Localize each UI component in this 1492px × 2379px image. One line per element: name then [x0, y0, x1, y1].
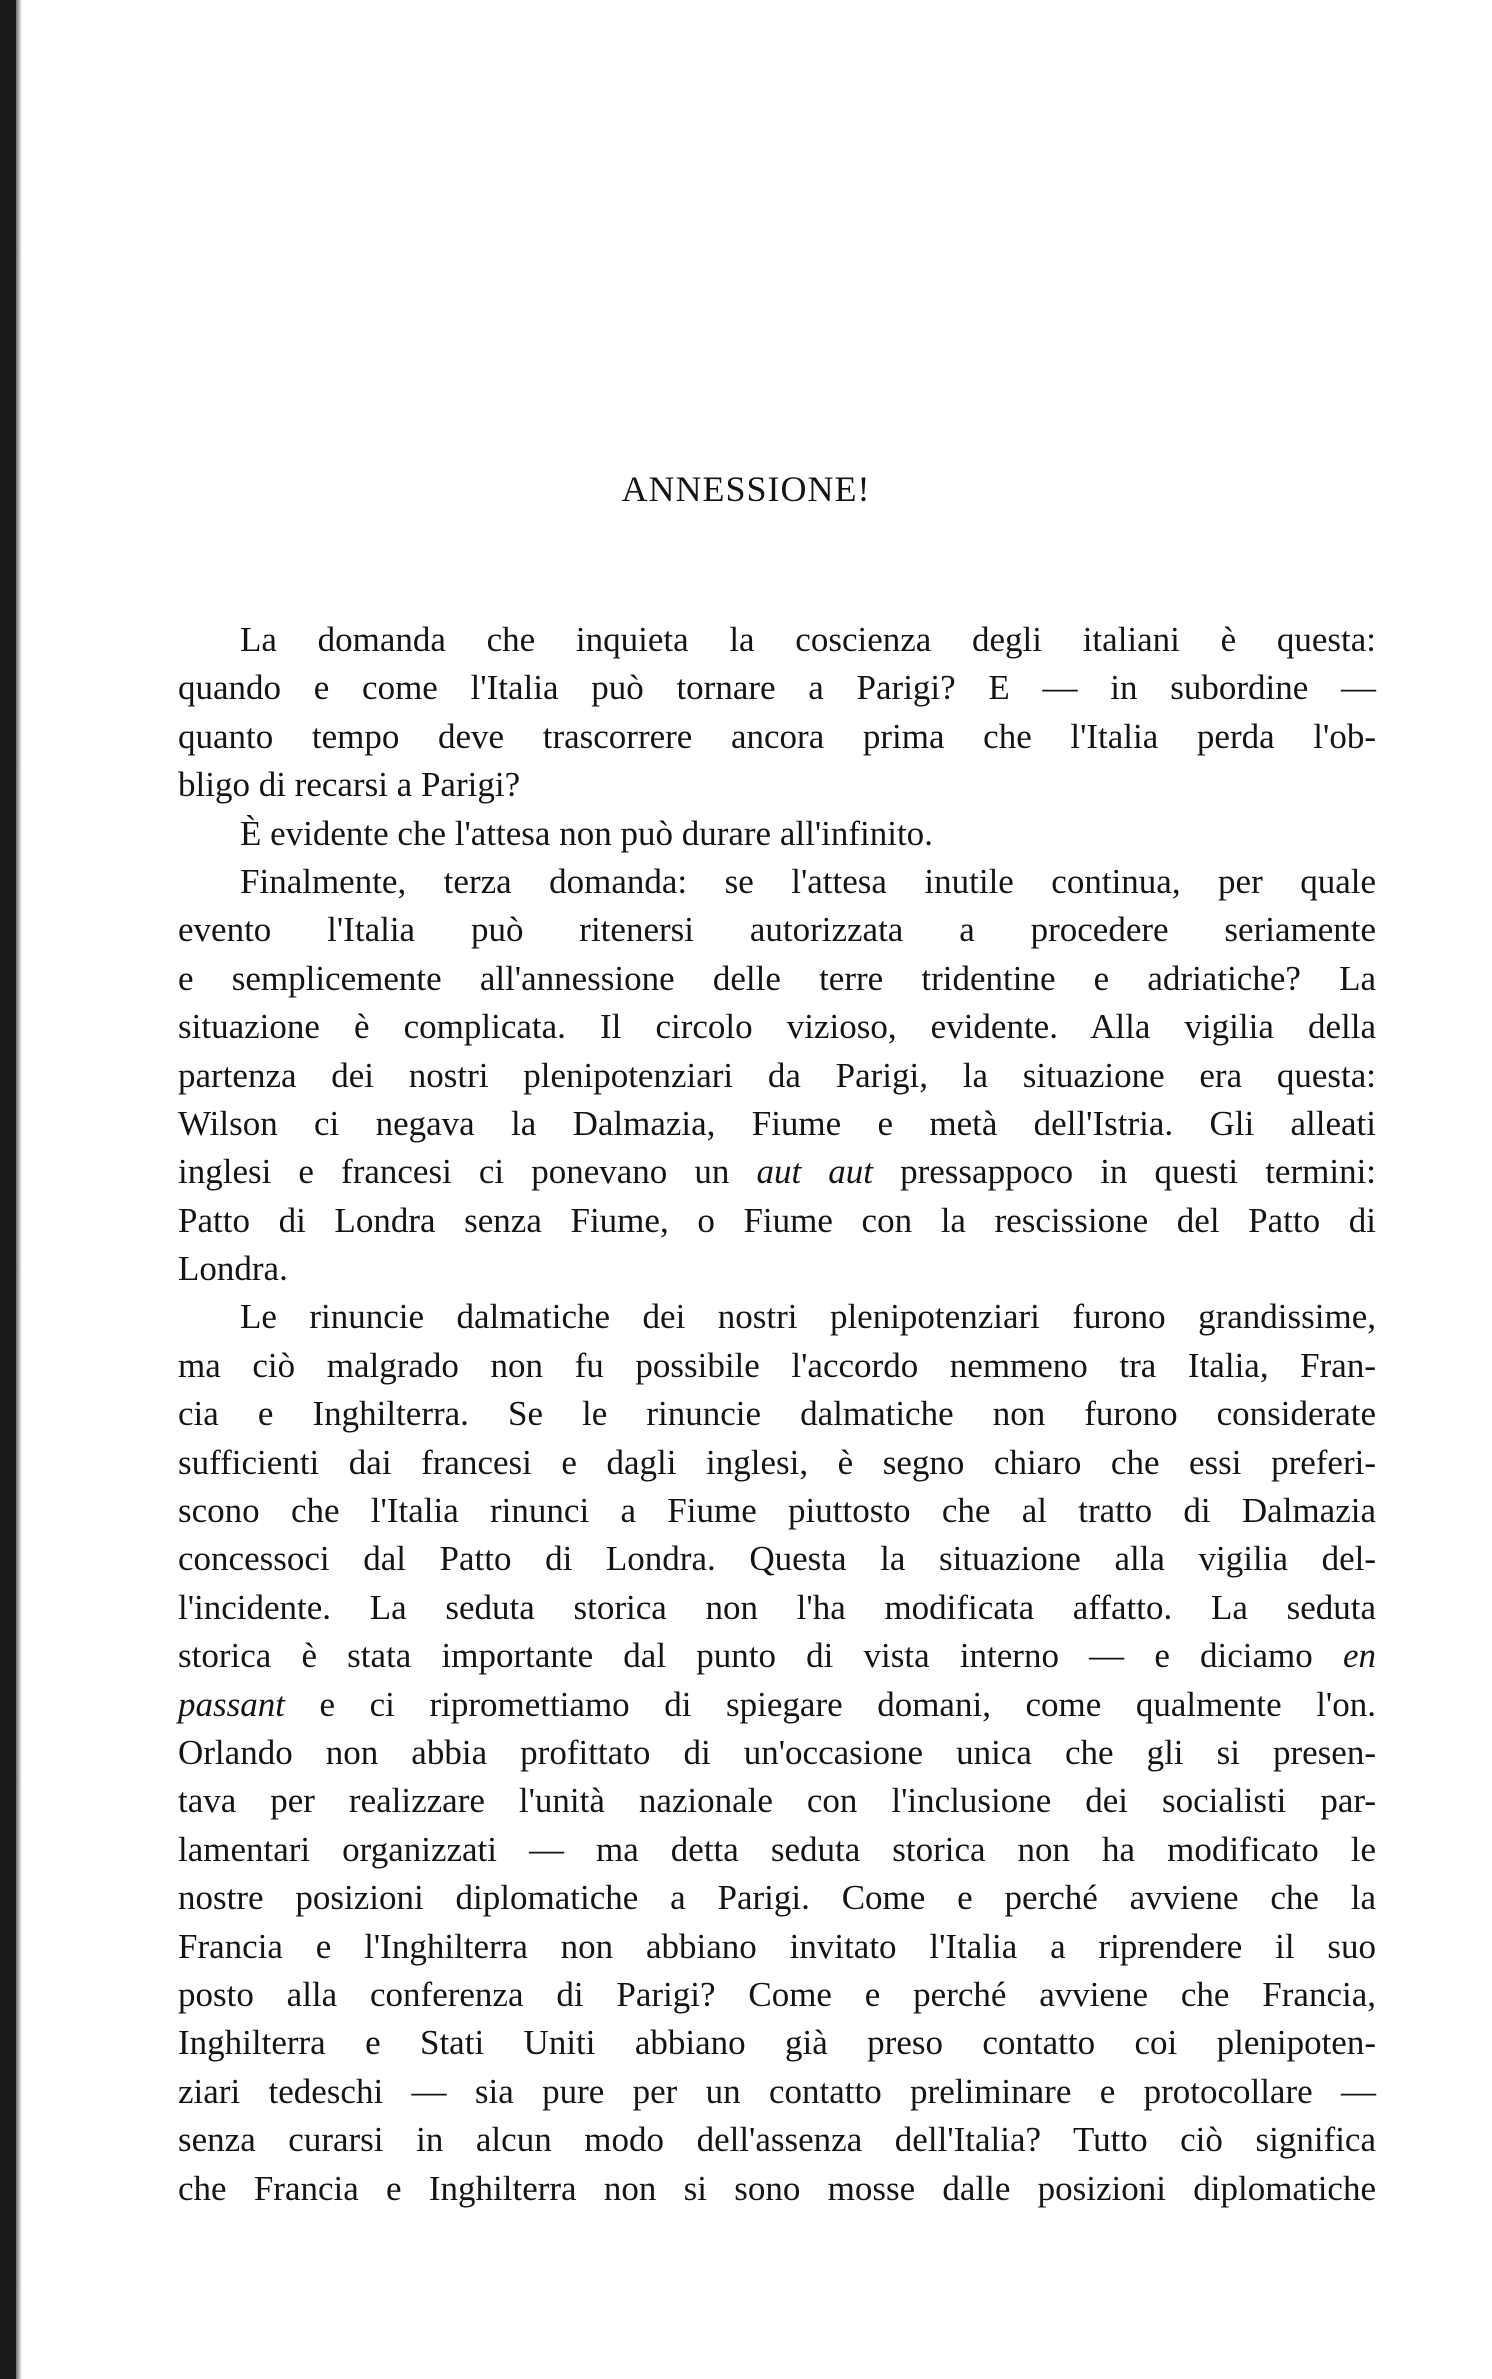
body-text: [178, 616, 1376, 2213]
italic-phrase: aut aut: [756, 1152, 874, 1192]
text-line: evento l'Italia può ritenersi autorizzata a procedere seriamente: [178, 910, 1376, 950]
text-line: e semplicemente all'annessione delle terre tridentine e adriatiche? La: [178, 958, 1376, 998]
text-line: Le rinuncie dalmatiche dei nostri plenipotenziari furono grandissime,: [240, 1297, 1376, 1337]
text-line: [178, 1148, 1376, 1196]
text-line: ma ciò malgrado non fu possibile l'accordo nemmeno tra Italia, Fran-: [178, 1345, 1376, 1385]
text-run: storica è stata importante dal punto di vista interno — e diciamo: [178, 1636, 1343, 1676]
text-line: Finalmente, terza domanda: se l'attesa inutile continua, per quale: [240, 861, 1376, 901]
text-line: Francia e l'Inghilterra non abbiano invitato l'Italia a riprendere il suo: [178, 1926, 1376, 1966]
text-line: Orlando non abbia profittato di un'occasione unica che gli si presen-: [178, 1732, 1376, 1772]
text-line: Londra.: [178, 1249, 288, 1289]
text-line: È evidente che l'attesa non può durare all'infinito.: [240, 813, 933, 853]
text-line: nostre posizioni diplomatiche a Parigi. Come e perché avviene che la: [178, 1878, 1376, 1918]
italic-phrase: en: [1342, 1636, 1376, 1676]
text-line: scono che l'Italia rinunci a Fiume piuttosto che al tratto di Dalmazia: [178, 1491, 1376, 1531]
text-line: bligo di recarsi a Parigi?: [178, 765, 521, 805]
text-line: Patto di Londra senza Fiume, o Fiume con la rescissione del Patto di: [178, 1200, 1376, 1240]
text-line: quanto tempo deve trascorrere ancora prima che l'Italia perda l'ob-: [178, 716, 1376, 756]
text-line: La domanda che inquieta la coscienza degli italiani è questa:: [240, 620, 1376, 659]
text-line: concessoci dal Patto di Londra. Questa la situazione alla vigilia del-: [178, 1539, 1376, 1579]
binding-shadow: [0, 0, 16, 2379]
text-line: ziari tedeschi — sia pure per un contatto preliminare e protocollare —: [178, 2071, 1376, 2111]
text-line: senza curarsi in alcun modo dell'assenza dell'Italia? Tutto ciò significa: [178, 2120, 1376, 2160]
text-line: situazione è complicata. Il circolo vizioso, evidente. Alla vigilia della: [178, 1007, 1376, 1047]
text-line: posto alla conferenza di Parigi? Come e perché avviene che Francia,: [178, 1974, 1376, 2014]
page-title: ANNESSIONE!: [621, 469, 871, 509]
text-line: cia e Inghilterra. Se le rinuncie dalmatiche non furono considerate: [178, 1394, 1376, 1434]
text-line: [178, 1632, 1376, 1680]
text-run: inglesi e francesi ci ponevano un: [178, 1152, 757, 1192]
text-run: e ci ripromettiamo di spiegare domani, come qualmente l'on.: [284, 1684, 1376, 1724]
text-line: che Francia e Inghilterra non si sono mosse dalle posizioni diplomatiche: [178, 2168, 1376, 2208]
text-line: Wilson ci negava la Dalmazia, Fiume e metà dell'Istria. Gli alleati: [178, 1103, 1376, 1143]
text-line: quando e come l'Italia può tornare a Parigi? E — in subordine —: [178, 668, 1376, 708]
text-line: partenza dei nostri plenipotenziari da Parigi, la situazione era questa:: [178, 1055, 1376, 1095]
text-line: sufficienti dai francesi e dagli inglesi, è segno chiaro che essi preferi-: [178, 1442, 1376, 1482]
text-line: [178, 1681, 1376, 1729]
text-line: l'incidente. La seduta storica non l'ha modificata affatto. La seduta: [178, 1587, 1376, 1627]
text-line: lamentari organizzati — ma detta seduta storica non ha modificato le: [178, 1829, 1376, 1869]
binding-shadow-gradient: [16, 0, 22, 2379]
italic-phrase: passant: [178, 1684, 285, 1724]
text-run: pressappoco in questi termini:: [873, 1152, 1377, 1192]
text-line: tava per realizzare l'unità nazionale con l'inclusione dei socialisti par-: [178, 1781, 1376, 1821]
text-line: Inghilterra e Stati Uniti abbiano già preso contatto coi plenipoten-: [178, 2023, 1376, 2063]
